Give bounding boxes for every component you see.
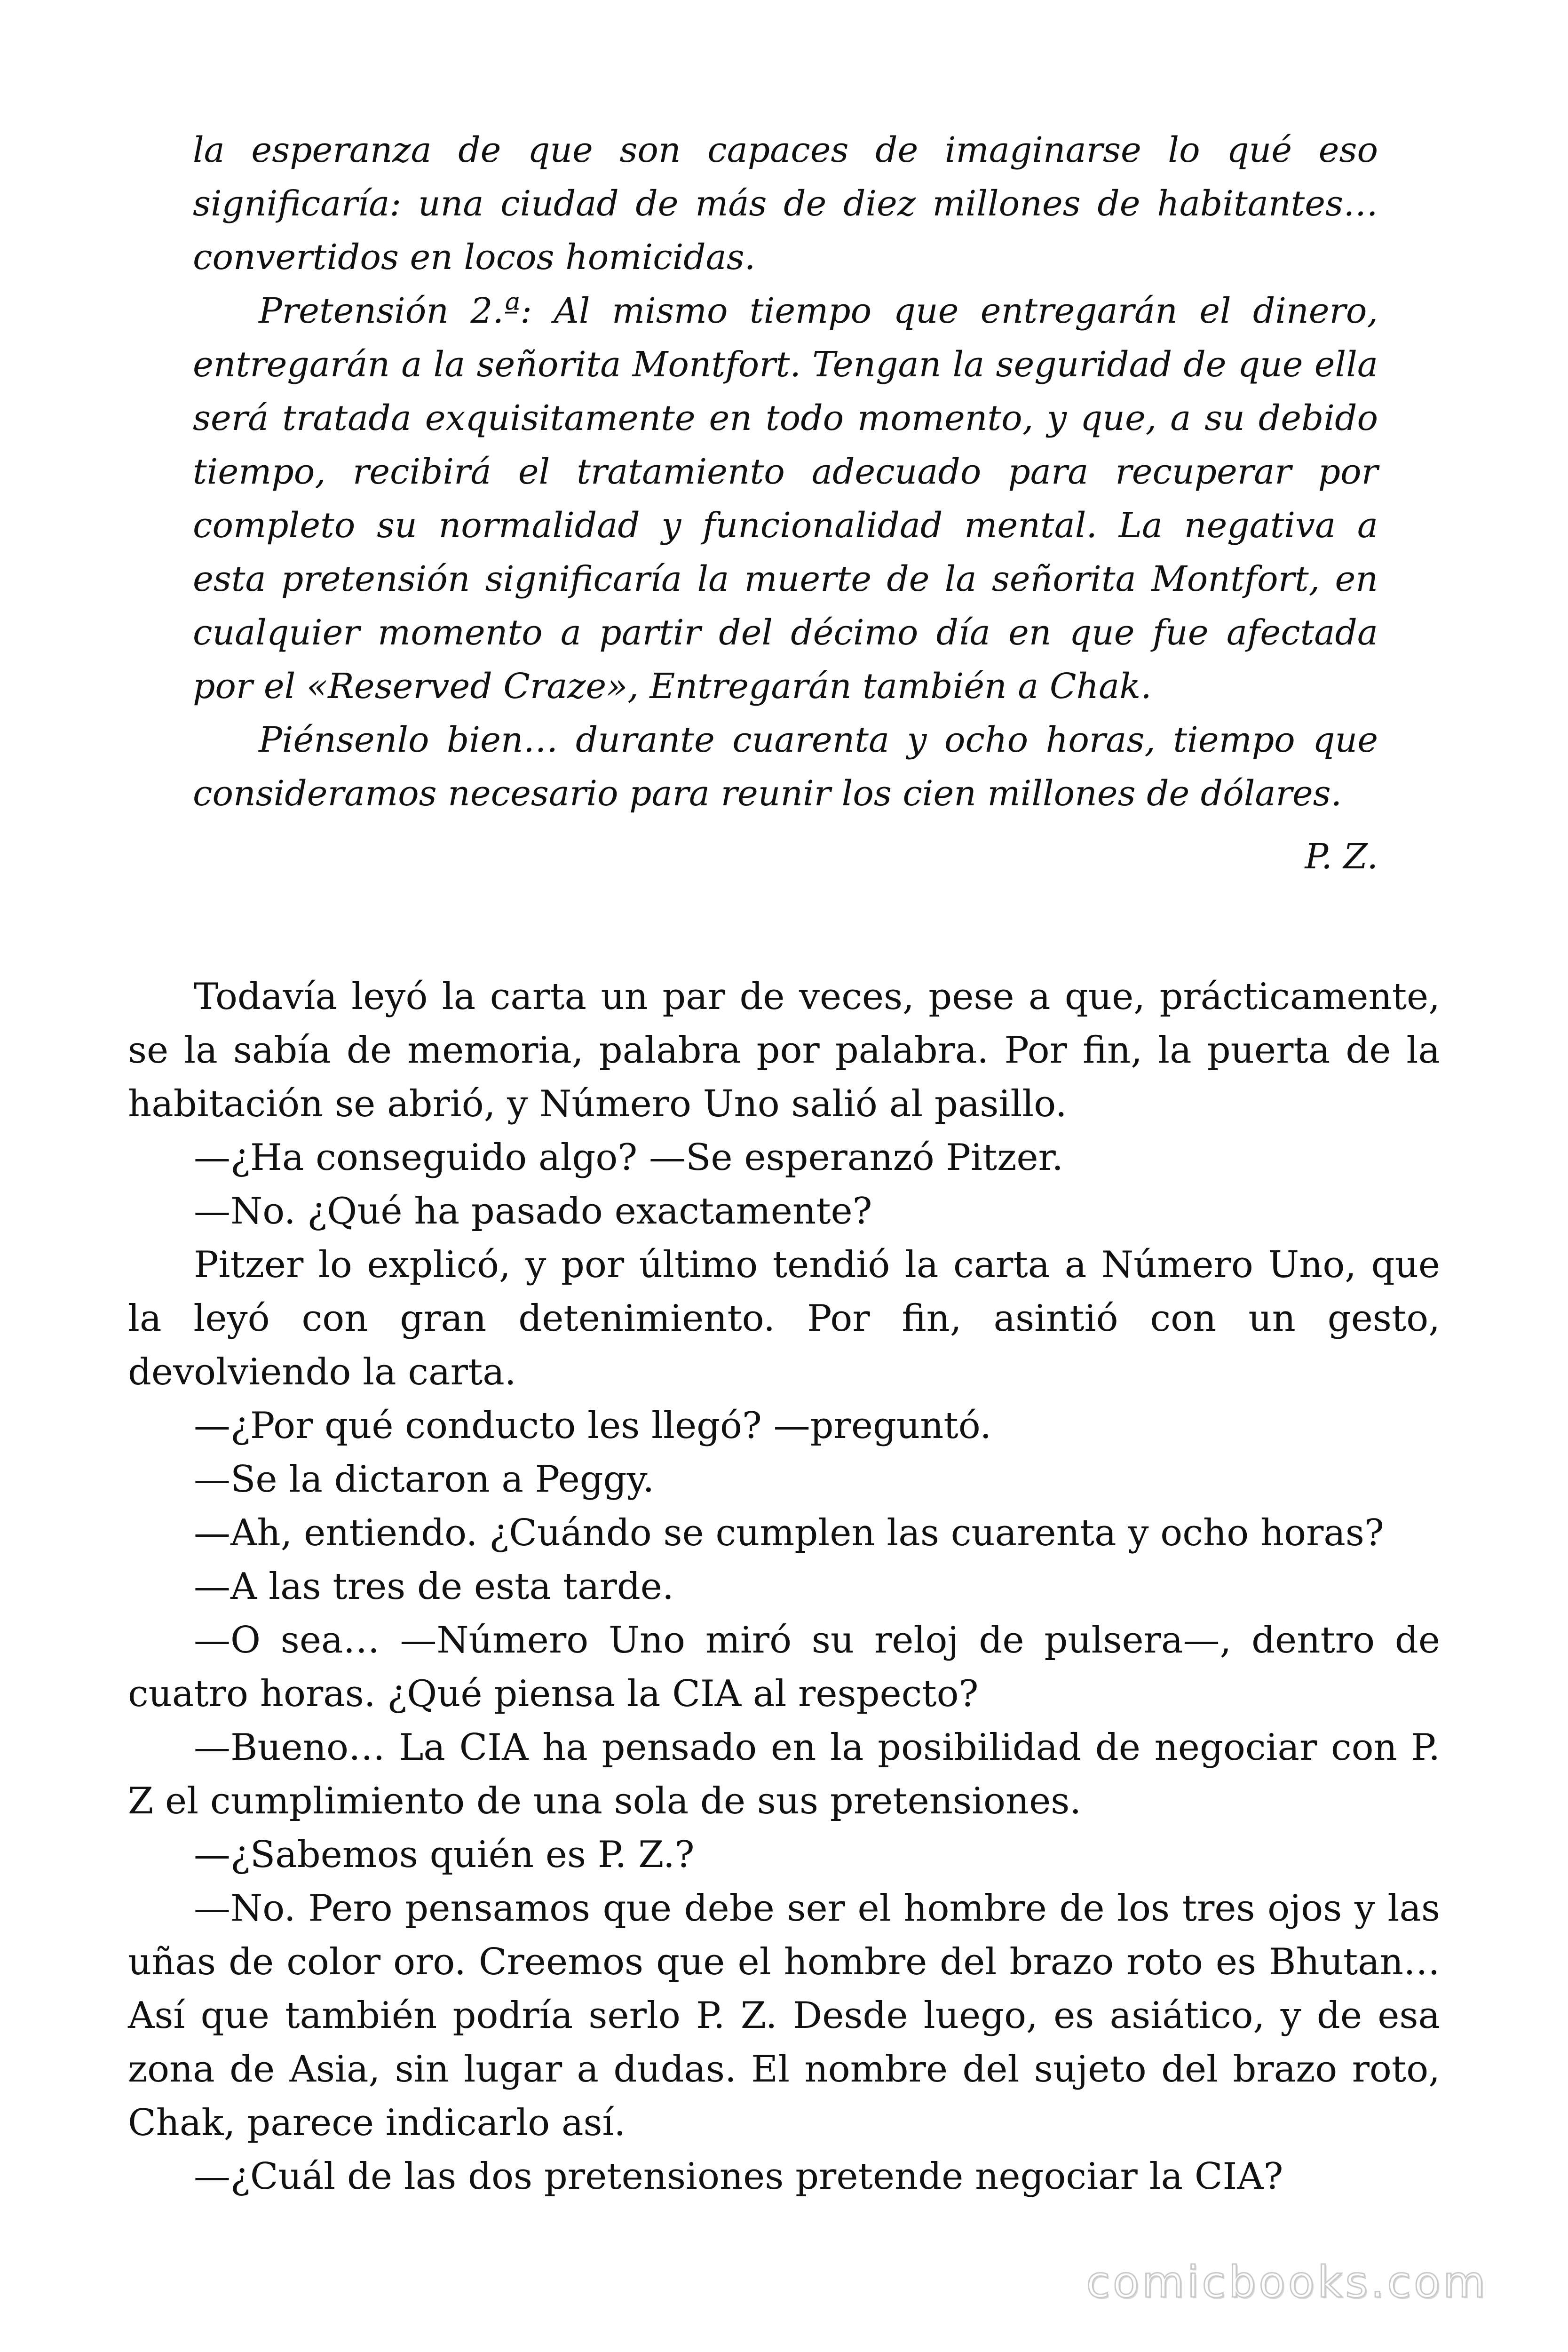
body-paragraph: —Bueno… La CIA ha pensado en la posibilidad de negociar con P. Z el cumplimiento de una sola de sus pretensiones. [128, 1726, 1440, 1822]
body-paragraph: —¿Sabemos quién es P. Z.? [194, 1834, 695, 1876]
body-paragraph: Todavía leyó la carta un par de veces, pese a que, prácticamente, se la sabía de memoria, palabra por palabra. Por fin, la puerta de la habitación se abrió, y Número Uno salió al pasillo. [128, 976, 1440, 1125]
body-paragraph: —No. Pero pensamos que debe ser el hombre de los tres ojos y las uñas de color oro. Creemos que el hombre del brazo roto es Bhutan… Así que también podría serlo P. Z. Desde luego, es asiático, y de esa zona de Asia, sin lugar a dudas. El nombre del sujeto del brazo roto, Chak, parece indicarlo así. [128, 1887, 1440, 2144]
body-paragraph: —O sea… —Número Uno miró su reloj de pulsera—, dentro de cuatro horas. ¿Qué piensa la CIA al respecto? [128, 1619, 1440, 1715]
letter-paragraph: Piénsenlo bien… durante cuarenta y ocho horas, tiempo que consideramos necesario para reunir los cien millones de dólares. [193, 720, 1378, 814]
body-paragraph: —Ah, entiendo. ¿Cuándo se cumplen las cuarenta y ocho horas? [194, 1512, 1384, 1554]
letter-signature: P. Z. [1305, 836, 1378, 877]
watermark: comicbooks.com [1086, 2257, 1488, 2307]
body-paragraph: —A las tres de esta tarde. [194, 1565, 674, 1608]
body-paragraph: Pitzer lo explicó, y por último tendió la carta a Número Uno, que la leyó con gran detenimiento. Por fin, asintió con un gesto, devolviendo la carta. [128, 1244, 1440, 1393]
body-paragraph: —No. ¿Qué ha pasado exactamente? [194, 1190, 872, 1232]
quoted-letter [193, 123, 1378, 883]
body-paragraph: —¿Ha conseguido algo? —Se esperanzó Pitzer. [194, 1136, 1064, 1179]
letter-paragraph: Pretensión 2.ª: Al mismo tiempo que entregarán el dinero, entregarán a la señorita Montfort. Tengan la seguridad de que ella será tratada exquisitamente en todo momento, y que, a su debido tiempo, recibirá el tratamiento adecuado para recuperar por completo su normalidad y funcionalidad mental. La negativa a esta pretensión significaría la muerte de la señorita Montfort, en cualquier momento a partir del décimo día en que fue afectada por el «Reserved Craze», Entregarán también a Chak. [193, 291, 1378, 707]
body-paragraph: —¿Cuál de las dos pretensiones pretende negociar la CIA? [194, 2155, 1283, 2198]
body-paragraph: —¿Por qué conducto les llegó? —preguntó. [194, 1405, 992, 1447]
narrative-text [128, 970, 1440, 2203]
body-paragraph: —Se la dictaron a Peggy. [194, 1458, 655, 1501]
letter-paragraph: la esperanza de que son capaces de imaginarse lo qué eso significaría: una ciudad de más de diez millones de habitantes… convertidos en locos homicidas. [193, 130, 1378, 278]
